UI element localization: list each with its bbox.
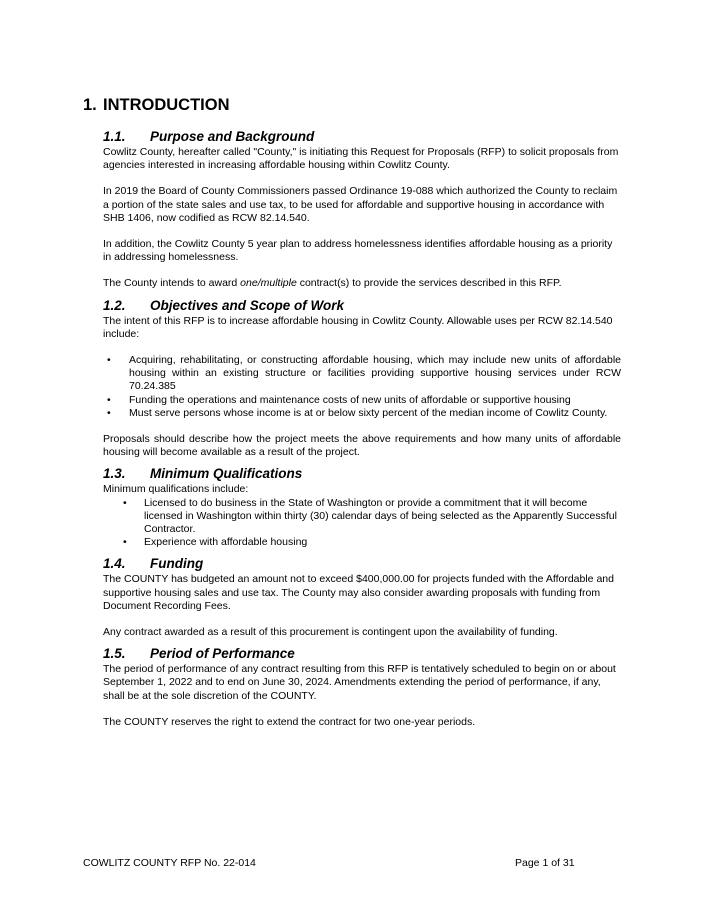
bullet-list: [103, 497, 621, 550]
section-title: Funding: [150, 556, 204, 572]
bullet-list: [103, 354, 621, 420]
italic-text: one/multiple: [240, 277, 297, 290]
section-heading-period: [103, 645, 621, 663]
section-title: Objectives and Scope of Work: [150, 297, 345, 313]
section-number: 1.5.: [103, 646, 126, 662]
paragraph: In addition, the Cowlitz County 5 year plan to address homelessness identifies affordable housing as a priority in addressing homelessness.: [103, 238, 613, 264]
section-heading-objectives: [103, 297, 621, 315]
section-number: 1.3.: [103, 466, 126, 482]
section-heading-funding: [103, 555, 621, 573]
paragraph: The period of performance of any contract resulting from this RFP is tentatively scheduled to begin on or about September 1, 2022 and to end on June 30, 2024. Amendments extending the period of performance, if any, shall be at the sole discretion of the COUNTY.: [103, 663, 616, 702]
section-heading-qualifications: [103, 465, 621, 483]
section-title: Period of Performance: [150, 646, 295, 662]
section-title: Minimum Qualifications: [150, 466, 303, 482]
document-body: [103, 128, 621, 729]
section-number: 1.1.: [103, 129, 126, 144]
text-run: The County intends to award: [103, 277, 241, 290]
main-heading-number: 1.: [83, 96, 97, 114]
paragraph: The COUNTY has budgeted an amount not to exceed $400,000.00 for projects funded with the Affordable and supportive housing sales and use tax. The County may also consider awarding proposals with funding from Document Recording Fees.: [103, 573, 614, 612]
list-item: • Experience with affordable housing: [103, 536, 621, 549]
paragraph: Cowlitz County, hereafter called "County," is initiating this Request for Proposals (RFP) to solicit proposals from agencies interested in increasing affordable housing within Cowlitz County.: [103, 146, 619, 172]
paragraph: In 2019 the Board of County Commissioners passed Ordinance 19-088 which authorized the County to reclaim a portion of the state sales and use tax, to be used for affordable and supportive housing in accordance with SHB 1406, now codified as RCW 82.14.540.: [103, 185, 618, 224]
section-heading-purpose: [103, 128, 621, 146]
paragraph: The COUNTY reserves the right to extend the contract for two one-year periods.: [103, 715, 476, 728]
section-number: 1.4.: [103, 556, 126, 572]
paragraph: Proposals should describe how the project meets the above requirements and how many units of affordable housing will become available as a result of the project.: [103, 433, 621, 459]
footer-page-number: Page 1 of 31: [515, 857, 575, 869]
list-item: • Funding the operations and maintenance costs of new units of affordable or supportive housing: [103, 394, 621, 407]
paragraph: Minimum qualifications include:: [103, 483, 249, 496]
list-item: • Acquiring, rehabilitating, or constructing affordable housing, which may include new units of affordable housing within an existing structure or facilities providing supportive housing services under RCW 70.24.385: [103, 354, 621, 394]
list-item: • Licensed to do business in the State of Washington or provide a commitment that it will become licensed in Washington within thirty (30) calendar days of being selected as the Apparently Successful Contractor.: [103, 497, 621, 537]
main-heading: [83, 96, 230, 115]
main-heading-title: INTRODUCTION: [103, 96, 230, 114]
text-run: contract(s) to provide the services described in this RFP.: [296, 277, 562, 290]
paragraph: Any contract awarded as a result of this procurement is contingent upon the availability of funding.: [103, 626, 558, 639]
list-item: • Must serve persons whose income is at or below sixty percent of the median income of Cowlitz County.: [103, 407, 621, 420]
section-number: 1.2.: [103, 297, 126, 313]
footer-document-id: COWLITZ COUNTY RFP No. 22-014: [83, 857, 256, 869]
section-title: Purpose and Background: [150, 129, 315, 144]
paragraph: [103, 277, 621, 290]
paragraph: The intent of this RFP is to increase affordable housing in Cowlitz County. Allowable uses per RCW 82.14.540 include:: [103, 314, 613, 340]
